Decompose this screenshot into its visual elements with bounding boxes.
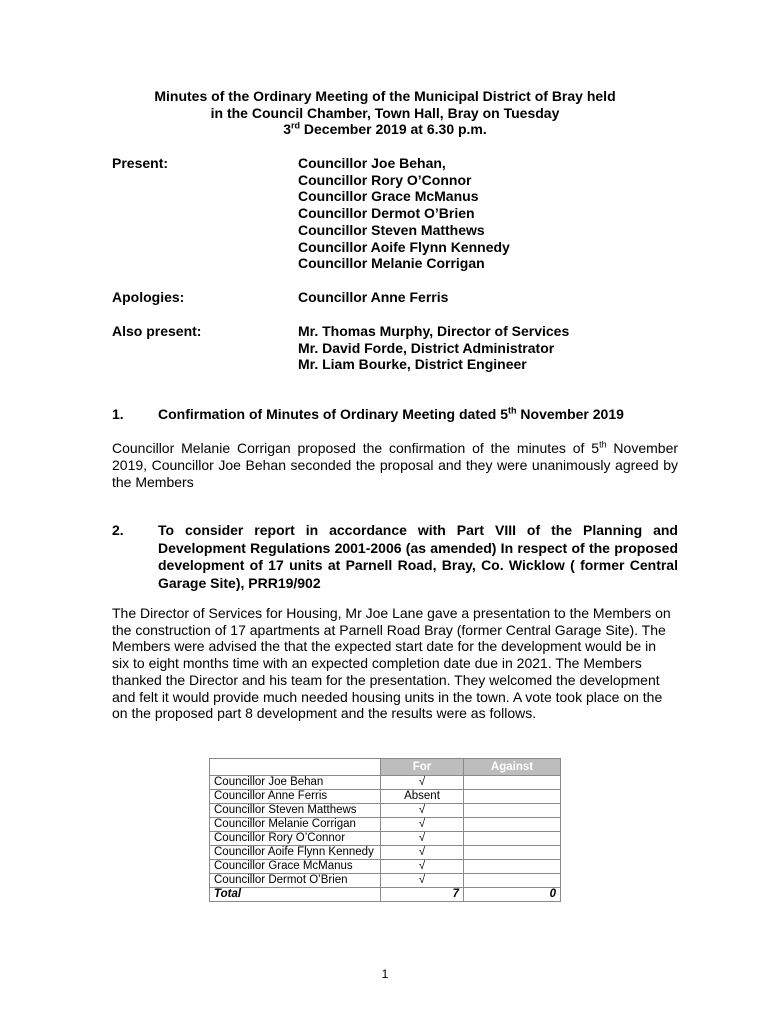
item-2-heading <box>112 522 678 594</box>
apologies-name: Councillor Anne Ferris <box>298 289 449 305</box>
total-label: Total <box>210 888 381 902</box>
title-day: 3 <box>283 121 291 137</box>
also-present-name: Mr. Liam Bourke, District Engineer <box>298 356 527 373</box>
also-present-label: Also present: <box>112 323 202 339</box>
item-1-title-pre: Confirmation of Minutes of Ordinary Meeting dated 5 <box>158 406 509 422</box>
item-1-heading <box>112 406 678 424</box>
vote-table-header-row <box>210 759 561 776</box>
vote-against-cell <box>464 776 561 790</box>
page-title <box>90 88 680 138</box>
vote-for-cell: √ <box>381 846 464 860</box>
councillor-name: Councillor Aoife Flynn Kennedy <box>210 846 381 860</box>
councillor-name: Councillor Anne Ferris <box>210 790 381 804</box>
table-row <box>210 874 561 888</box>
vote-against-cell <box>464 804 561 818</box>
vote-for-cell: √ <box>381 832 464 846</box>
table-row <box>210 818 561 832</box>
vote-against-cell <box>464 832 561 846</box>
item-1-para-pre: Councillor Melanie Corrigan proposed the confirmation of the minutes of 5 <box>112 440 600 456</box>
present-name: Councillor Steven Matthews <box>298 221 485 238</box>
present-name: Councillor Rory O’Connor <box>298 171 472 188</box>
title-line-1: Minutes of the Ordinary Meeting of the Municipal District of Bray held <box>154 88 616 104</box>
councillor-name: Councillor Rory O’Connor <box>210 832 381 846</box>
table-row <box>210 832 561 846</box>
item-2-number: 2. <box>112 522 124 538</box>
apologies-list <box>298 289 718 306</box>
vote-against-cell <box>464 818 561 832</box>
title-line-2: in the Council Chamber, Town Hall, Bray on Tuesday <box>210 104 560 121</box>
vote-for-cell: √ <box>381 776 464 790</box>
present-name: Councillor Grace McManus <box>298 188 479 205</box>
vote-against-cell <box>464 860 561 874</box>
vote-for-cell: Absent <box>381 790 464 804</box>
vote-table-header-blank <box>210 759 381 776</box>
item-1-para-sup: th <box>599 439 607 450</box>
councillor-name: Councillor Dermot O’Brien <box>210 874 381 888</box>
present-name: Councillor Joe Behan, <box>298 155 446 171</box>
also-present-name: Mr. David Forde, District Administrator <box>298 339 555 356</box>
title-day-suffix: rd <box>291 120 300 131</box>
councillor-name: Councillor Steven Matthews <box>210 804 381 818</box>
also-present-list <box>298 323 718 373</box>
table-row <box>210 846 561 860</box>
total-for: 7 <box>381 888 464 902</box>
vote-table-header-against: Against <box>464 759 561 776</box>
title-date-rest: December 2019 at 6.30 p.m. <box>300 121 487 137</box>
present-name: Councillor Aoife Flynn Kennedy <box>298 238 510 255</box>
vote-against-cell <box>464 790 561 804</box>
vote-against-cell <box>464 874 561 888</box>
present-name: Councillor Melanie Corrigan <box>298 255 485 272</box>
table-row <box>210 776 561 790</box>
present-label: Present: <box>112 155 169 171</box>
present-list <box>298 155 718 272</box>
table-row <box>210 790 561 804</box>
item-2-title: To consider report in accordance with Part VIII of the Planning and Development Regulations 2001-2006 (as amended) In respect of the proposed development of 17 units at Parnell Road, Bray, Co. Wicklow ( former Central Garage Site), PRR19/902 <box>158 522 678 591</box>
item-1-title-sup: th <box>508 405 517 416</box>
table-row <box>210 860 561 874</box>
apologies-label: Apologies: <box>112 289 185 305</box>
item-2-paragraph: The Director of Services for Housing, Mr Joe Lane gave a presentation to the Members on the construction of 17 apartments at Parnell Road Bray (former Central Garage Site). The Members were advised the that the expected start date for the development would be in six to eight months time with an expected completion date due in 2021. The Members thanked the Director and his team for the presentation. They welcomed the development and felt it would provide much needed housing units in the town. A vote took place on the on the proposed part 8 development and the results were as follows. <box>112 605 671 722</box>
vote-table <box>209 758 561 902</box>
item-1-para-post: November 2019, Councillor Joe Behan seconded the proposal and they were unanimously agreed by the Members <box>112 440 679 491</box>
item-1-number: 1. <box>112 406 124 422</box>
councillor-name: Councillor Joe Behan <box>210 776 381 790</box>
present-name: Councillor Dermot O’Brien <box>298 205 475 222</box>
vote-for-cell: √ <box>381 874 464 888</box>
title-line-3 <box>90 121 680 138</box>
table-row <box>210 804 561 818</box>
item-1-title-post: November 2019 <box>516 406 624 422</box>
item-1-paragraph <box>112 440 678 492</box>
vote-table-header-for: For <box>381 759 464 776</box>
total-against: 0 <box>464 888 561 902</box>
councillor-name: Councillor Melanie Corrigan <box>210 818 381 832</box>
councillor-name: Councillor Grace McManus <box>210 860 381 874</box>
vote-for-cell: √ <box>381 860 464 874</box>
vote-table-total-row <box>210 888 561 902</box>
also-present-name: Mr. Thomas Murphy, Director of Services <box>298 323 570 339</box>
vote-for-cell: √ <box>381 818 464 832</box>
item-1-title <box>158 406 678 424</box>
vote-for-cell: √ <box>381 804 464 818</box>
page-number: 1 <box>381 967 389 981</box>
vote-against-cell <box>464 846 561 860</box>
